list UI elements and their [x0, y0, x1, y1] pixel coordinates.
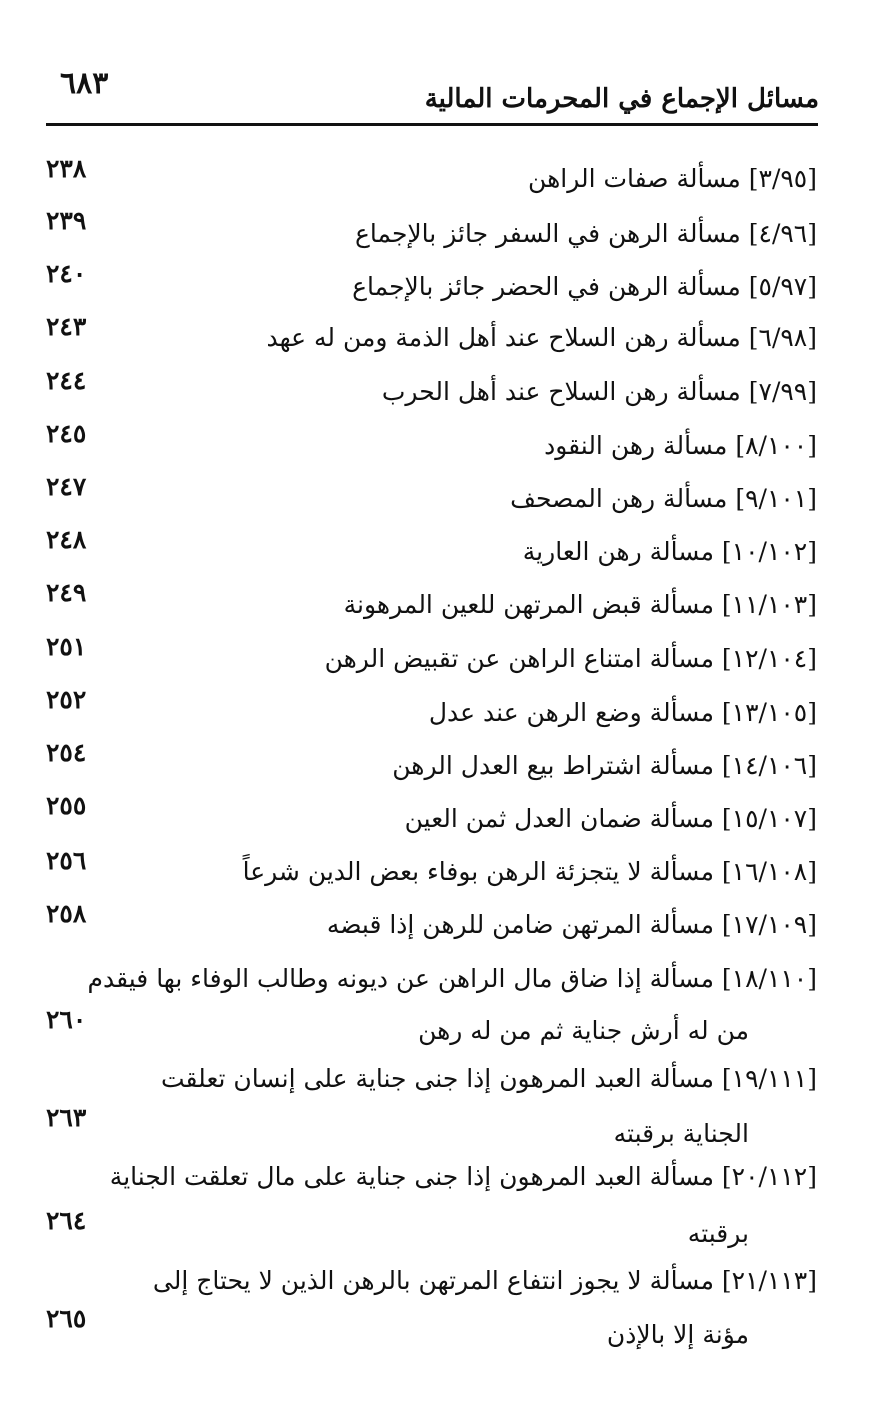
- running-title: مسائل الإجماع في المحرمات المالية: [424, 84, 819, 114]
- entry-title: [١٢/١٠٤] مسألة امتناع الراهن عن تقبيض الرهن: [324, 644, 817, 673]
- entry-page: ٢٦٣: [46, 1103, 87, 1132]
- entry-title: [١١/١٠٣] مسألة قبض المرتهن للعين المرهونة: [343, 590, 817, 619]
- entry-title: [٨/١٠٠] مسألة رهن النقود: [544, 431, 817, 460]
- entry-title: [٥/٩٧] مسألة الرهن في الحضر جائز بالإجماع: [352, 272, 817, 301]
- entry-page: ٢٤٩: [46, 578, 87, 607]
- entry-page: ٢٥٥: [46, 791, 87, 820]
- entry-title: [١٠/١٠٢] مسألة رهن العارية: [522, 537, 817, 566]
- entry-page: ٢٤٨: [46, 525, 87, 554]
- entry-title: [٧/٩٩] مسألة رهن السلاح عند أهل الحرب: [381, 377, 817, 406]
- entry-page: ٢٤٠: [46, 259, 87, 288]
- entry-page: ٢٥٢: [46, 685, 87, 714]
- entry-title-continuation: برقبته: [687, 1219, 749, 1248]
- entry-title: [١٣/١٠٥] مسألة وضع الرهن عند عدل: [428, 698, 817, 727]
- entry-page: ٢٥٤: [46, 738, 87, 767]
- entry-title-continuation: مؤنة إلا بالإذن: [606, 1320, 749, 1349]
- page-number: ٦٨٣: [60, 66, 109, 101]
- entry-page: ٢٦٠: [46, 1005, 87, 1034]
- entry-page: ٢٣٩: [46, 206, 87, 235]
- entry-page: ٢٤٤: [46, 366, 87, 395]
- entry-title: [١٨/١١٠] مسألة إذا ضاق مال الراهن عن ديونه وطالب الوفاء بها فيقدم: [87, 964, 817, 993]
- entry-title: [١٤/١٠٦] مسألة اشتراط بيع العدل الرهن: [392, 751, 817, 780]
- entry-page: ٢٥٨: [46, 899, 87, 928]
- entry-page: ٢٤٧: [46, 472, 87, 501]
- entry-page: ٢٤٥: [46, 419, 87, 448]
- entry-page: ٢٥١: [46, 632, 87, 661]
- entry-title-continuation: من له أرش جناية ثم من له رهن: [418, 1016, 749, 1045]
- entry-title-continuation: الجناية برقبته: [613, 1119, 749, 1148]
- entry-page: ٢٥٦: [46, 846, 87, 875]
- entry-page: ٢٦٥: [46, 1304, 87, 1333]
- entry-title: [١٥/١٠٧] مسألة ضمان العدل ثمن العين: [404, 804, 817, 833]
- entry-title: [٦/٩٨] مسألة رهن السلاح عند أهل الذمة ومن له عهد: [266, 323, 817, 352]
- entry-page: ٢٦٤: [46, 1206, 87, 1235]
- entry-title: [١٧/١٠٩] مسألة المرتهن ضامن للرهن إذا قبضه: [326, 910, 817, 939]
- entry-title: [٢١/١١٣] مسألة لا يجوز انتفاع المرتهن بالرهن الذين لا يحتاج إلى: [152, 1266, 817, 1295]
- entry-title: [١٩/١١١] مسألة العبد المرهون إذا جنى جناية على إنسان تعلقت: [160, 1064, 817, 1093]
- entry-page: ٢٤٣: [46, 312, 87, 341]
- entry-title: [٤/٩٦] مسألة الرهن في السفر جائز بالإجماع: [354, 219, 817, 248]
- entry-title: [٣/٩٥] مسألة صفات الراهن: [528, 164, 817, 193]
- entry-title: [١٦/١٠٨] مسألة لا يتجزئة الرهن بوفاء بعض الدين شرعاً: [242, 857, 817, 886]
- entry-title: [٩/١٠١] مسألة رهن المصحف: [510, 484, 817, 513]
- entry-page: ٢٣٨: [46, 154, 87, 183]
- entry-title: [٢٠/١١٢] مسألة العبد المرهون إذا جنى جناية على مال تعلقت الجناية: [109, 1162, 817, 1191]
